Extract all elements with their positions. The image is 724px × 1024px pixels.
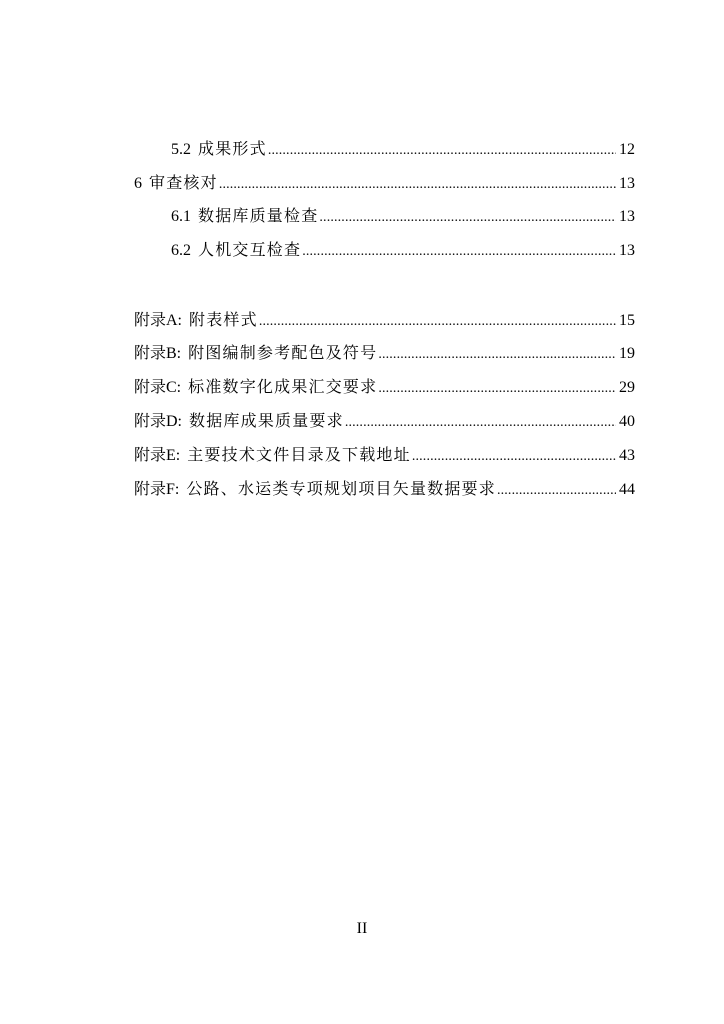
appendix-entry-e[interactable] — [134, 442, 635, 466]
page-number: II — [356, 920, 368, 937]
appendix-entry-number: 附录E: — [134, 447, 181, 464]
appendix-entry-a[interactable] — [134, 307, 635, 331]
appendix-entry-number: 附录F: — [134, 481, 180, 498]
dot-leader — [319, 207, 616, 227]
toc-entry-6[interactable] — [134, 170, 635, 194]
toc-entry-5-2[interactable] — [171, 136, 635, 160]
appendix-entry-title: 数据库成果质量要求 — [189, 413, 344, 430]
appendix-entry-number: 附录A: — [134, 312, 183, 329]
dot-leader — [219, 174, 616, 194]
appendix-entry-page: 43 — [619, 447, 635, 464]
toc-entry-6-2[interactable] — [171, 237, 635, 261]
appendix-entry-c[interactable] — [134, 374, 635, 398]
appendix-entry-number: 附录B: — [134, 345, 182, 362]
toc-entry-page: 13 — [619, 208, 635, 225]
toc-entry-page: 13 — [619, 242, 635, 259]
toc-entry-number: 5.2 — [171, 141, 191, 158]
toc-entry-title: 审查核对 — [149, 175, 218, 192]
appendix-entry-page: 44 — [619, 481, 635, 498]
appendix-entry-title: 附图编制参考配色及符号 — [188, 345, 378, 362]
dot-leader — [378, 344, 616, 364]
toc-entry-6-1[interactable] — [171, 203, 635, 227]
appendix-entry-d[interactable] — [134, 408, 635, 432]
dot-leader — [345, 412, 616, 432]
toc-entry-page: 12 — [619, 141, 635, 158]
toc-entry-page: 13 — [619, 175, 635, 192]
appendix-entry-title: 主要技术文件目录及下载地址 — [187, 447, 411, 464]
appendix-entry-page: 29 — [619, 379, 635, 396]
toc-entry-number: 6.1 — [171, 208, 191, 225]
appendix-entry-number: 附录C: — [134, 379, 182, 396]
dot-leader — [268, 140, 616, 160]
appendix-entry-page: 19 — [619, 345, 635, 362]
dot-leader — [302, 241, 616, 261]
appendix-entry-number: 附录D: — [134, 413, 183, 430]
appendix-entry-f[interactable] — [134, 476, 635, 500]
dot-leader — [412, 446, 616, 466]
dot-leader — [497, 480, 616, 500]
appendix-entry-page: 40 — [619, 413, 635, 430]
appendix-entry-title: 标准数字化成果汇交要求 — [188, 379, 378, 396]
dot-leader — [378, 378, 616, 398]
toc-entry-number: 6.2 — [171, 242, 191, 259]
appendix-entry-b[interactable] — [134, 340, 635, 364]
toc-entry-title: 人机交互检查 — [198, 242, 302, 259]
toc-entry-title: 成果形式 — [198, 141, 267, 158]
toc-entry-title: 数据库质量检查 — [198, 208, 319, 225]
toc-entry-number: 6 — [134, 175, 142, 192]
appendix-entry-title: 附表样式 — [189, 312, 258, 329]
appendix-entry-page: 15 — [619, 312, 635, 329]
appendix-entry-title: 公路、水运类专项规划项目矢量数据要求 — [186, 481, 496, 498]
dot-leader — [259, 311, 616, 331]
